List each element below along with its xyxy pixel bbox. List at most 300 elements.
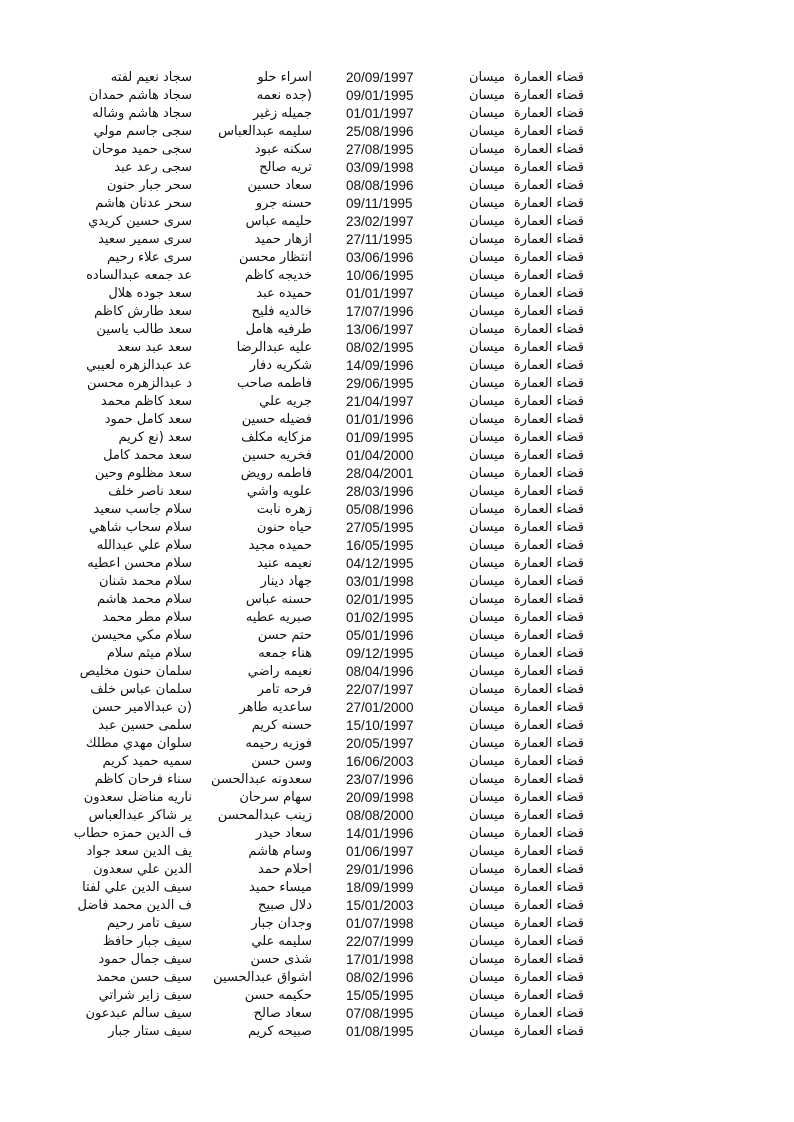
full-name-cell: يف الدين سعد جواد <box>86 844 192 859</box>
district-cell: قضاء العمارة <box>513 556 584 571</box>
district-cell: قضاء العمارة <box>513 574 584 589</box>
province-cell: ميسان <box>469 664 505 679</box>
birth-date-cell: 23/02/1997 <box>346 214 414 229</box>
table-row <box>0 429 794 447</box>
full-name-cell: سلام مكي محيسن <box>91 628 192 643</box>
full-name-cell: سعد مظلوم وحين <box>94 466 192 481</box>
table-row <box>0 501 794 519</box>
mother-name-cell: عليه عبدالرضا <box>236 340 312 355</box>
district-cell: قضاء العمارة <box>513 646 584 661</box>
birth-date-cell: 01/01/1997 <box>346 286 414 301</box>
mother-name-cell: سليمه علي <box>251 934 312 949</box>
full-name-cell: سجى حميد موحان <box>92 142 192 157</box>
mother-name-cell: شذى حسن <box>250 952 312 967</box>
district-cell: قضاء العمارة <box>513 916 584 931</box>
province-cell: ميسان <box>469 502 505 517</box>
table-row <box>0 159 794 177</box>
province-cell: ميسان <box>469 934 505 949</box>
district-cell: قضاء العمارة <box>513 322 584 337</box>
full-name-cell: سحر جبار حنون <box>106 178 192 193</box>
mother-name-cell: نعيمه راضي <box>247 664 312 679</box>
mother-name-cell: جميله زغير <box>252 106 312 121</box>
table-row <box>0 285 794 303</box>
district-cell: قضاء العمارة <box>513 628 584 643</box>
table-row <box>0 465 794 483</box>
province-cell: ميسان <box>469 538 505 553</box>
birth-date-cell: 08/02/1996 <box>346 970 414 985</box>
full-name-cell: سيف ستار جبار <box>108 1024 192 1039</box>
table-row <box>0 825 794 843</box>
mother-name-cell: حياه حنون <box>256 520 312 535</box>
province-cell: ميسان <box>469 232 505 247</box>
full-name-cell: سيف زاير شراتي <box>98 988 192 1003</box>
district-cell: قضاء العمارة <box>513 538 584 553</box>
full-name-cell: سميه حميد كريم <box>102 754 192 769</box>
mother-name-cell: سعاد حيدر <box>255 826 312 841</box>
province-cell: ميسان <box>469 754 505 769</box>
mother-name-cell: وجدان جبار <box>251 916 312 931</box>
table-row <box>0 969 794 987</box>
full-name-cell: سيف تامر رحيم <box>106 916 192 931</box>
birth-date-cell: 27/08/1995 <box>346 142 414 157</box>
table-row <box>0 483 794 501</box>
table-row <box>0 87 794 105</box>
district-cell: قضاء العمارة <box>513 592 584 607</box>
mother-name-cell: جهاد دينار <box>260 574 312 589</box>
birth-date-cell: 25/08/1996 <box>346 124 414 139</box>
district-cell: قضاء العمارة <box>513 772 584 787</box>
birth-date-cell: 04/12/1995 <box>346 556 414 571</box>
table-row <box>0 573 794 591</box>
mother-name-cell: سعاد حسين <box>247 178 312 193</box>
mother-name-cell: خالديه فليح <box>251 304 312 319</box>
province-cell: ميسان <box>469 718 505 733</box>
district-cell: قضاء العمارة <box>513 988 584 1003</box>
mother-name-cell: انتظار محسن <box>238 250 312 265</box>
full-name-cell: سيف جبار حافظ <box>102 934 192 949</box>
full-name-cell: سلام ميثم سلام <box>106 646 192 661</box>
district-cell: قضاء العمارة <box>513 70 584 85</box>
table-row <box>0 807 794 825</box>
province-cell: ميسان <box>469 826 505 841</box>
table-row <box>0 267 794 285</box>
birth-date-cell: 10/06/1995 <box>346 268 414 283</box>
mother-name-cell: هناء جمعه <box>258 646 312 661</box>
province-cell: ميسان <box>469 592 505 607</box>
province-cell: ميسان <box>469 574 505 589</box>
table-row <box>0 699 794 717</box>
table-row <box>0 933 794 951</box>
birth-date-cell: 01/04/2000 <box>346 448 414 463</box>
full-name-cell: سلام مطر محمد <box>102 610 192 625</box>
full-name-cell: ف الدين حمزه حطاب <box>73 826 192 841</box>
district-cell: قضاء العمارة <box>513 448 584 463</box>
birth-date-cell: 05/08/1996 <box>346 502 414 517</box>
district-cell: قضاء العمارة <box>513 808 584 823</box>
full-name-cell: سلام علي عبدالله <box>96 538 192 553</box>
district-cell: قضاء العمارة <box>513 88 584 103</box>
table-row <box>0 717 794 735</box>
full-name-cell: سيف الدين علي لفتا <box>82 880 192 895</box>
district-cell: قضاء العمارة <box>513 484 584 499</box>
birth-date-cell: 01/06/1997 <box>346 844 414 859</box>
table-row <box>0 789 794 807</box>
mother-name-cell: فرحه تامر <box>257 682 312 697</box>
mother-name-cell: حميده مجيد <box>248 538 312 553</box>
birth-date-cell: 01/01/1996 <box>346 412 414 427</box>
birth-date-cell: 22/07/1997 <box>346 682 414 697</box>
full-name-cell: سعد طارش كاظم <box>94 304 192 319</box>
province-cell: ميسان <box>469 880 505 895</box>
birth-date-cell: 09/11/1995 <box>346 196 413 211</box>
full-name-cell: سلام سحاب شاهي <box>89 520 192 535</box>
province-cell: ميسان <box>469 484 505 499</box>
district-cell: قضاء العمارة <box>513 160 584 175</box>
mother-name-cell: زينب عبدالمحسن <box>217 808 312 823</box>
full-name-cell: عد عبدالزهره لعيبي <box>86 358 192 373</box>
table-row <box>0 357 794 375</box>
full-name-cell: سيف جمال حمود <box>98 952 192 967</box>
district-cell: قضاء العمارة <box>513 286 584 301</box>
district-cell: قضاء العمارة <box>513 412 584 427</box>
birth-date-cell: 15/10/1997 <box>346 718 414 733</box>
mother-name-cell: (جده نعمه <box>256 88 312 103</box>
province-cell: ميسان <box>469 448 505 463</box>
mother-name-cell: حكيمه حسن <box>244 988 312 1003</box>
district-cell: قضاء العمارة <box>513 430 584 445</box>
full-name-cell: سجاد نعيم لفته <box>110 70 192 85</box>
full-name-cell: سيف حسن محمد <box>96 970 192 985</box>
full-name-cell: سناء فرحان كاظم <box>94 772 192 787</box>
table-row <box>0 681 794 699</box>
birth-date-cell: 16/05/1995 <box>346 538 414 553</box>
province-cell: ميسان <box>469 952 505 967</box>
full-name-cell: سلام محمد هاشم <box>96 592 192 607</box>
province-cell: ميسان <box>469 106 505 121</box>
district-cell: قضاء العمارة <box>513 502 584 517</box>
province-cell: ميسان <box>469 88 505 103</box>
district-cell: قضاء العمارة <box>513 394 584 409</box>
mother-name-cell: فاطمه رويض <box>240 466 312 481</box>
district-cell: قضاء العمارة <box>513 952 584 967</box>
birth-date-cell: 08/02/1995 <box>346 340 414 355</box>
mother-name-cell: سهام سرحان <box>239 790 312 805</box>
province-cell: ميسان <box>469 844 505 859</box>
birth-date-cell: 28/03/1996 <box>346 484 414 499</box>
table-row <box>0 951 794 969</box>
table-row <box>0 411 794 429</box>
birth-date-cell: 15/01/2003 <box>346 898 414 913</box>
table-row <box>0 843 794 861</box>
birth-date-cell: 27/05/1995 <box>346 520 414 535</box>
full-name-cell: سلام محمد شنان <box>99 574 192 589</box>
birth-date-cell: 18/09/1999 <box>346 880 414 895</box>
mother-name-cell: وسن حسن <box>251 754 312 769</box>
district-cell: قضاء العمارة <box>513 268 584 283</box>
table-row <box>0 609 794 627</box>
province-cell: ميسان <box>469 556 505 571</box>
district-cell: قضاء العمارة <box>513 826 584 841</box>
mother-name-cell: خديجه كاظم <box>244 268 312 283</box>
birth-date-cell: 29/06/1995 <box>346 376 414 391</box>
province-cell: ميسان <box>469 988 505 1003</box>
district-cell: قضاء العمارة <box>513 358 584 373</box>
table-row <box>0 627 794 645</box>
table-row <box>0 177 794 195</box>
full-name-cell: سرى سمير سعيد <box>98 232 192 247</box>
province-cell: ميسان <box>469 412 505 427</box>
full-name-cell: سلمان حنون مخليص <box>79 664 192 679</box>
district-cell: قضاء العمارة <box>513 214 584 229</box>
table-row <box>0 69 794 87</box>
province-cell: ميسان <box>469 700 505 715</box>
district-cell: قضاء العمارة <box>513 718 584 733</box>
table-row <box>0 249 794 267</box>
birth-date-cell: 14/09/1996 <box>346 358 414 373</box>
mother-name-cell: جريه علي <box>259 394 312 409</box>
district-cell: قضاء العمارة <box>513 304 584 319</box>
birth-date-cell: 01/09/1995 <box>346 430 414 445</box>
mother-name-cell: نعيمه عنيد <box>257 556 312 571</box>
table-row <box>0 303 794 321</box>
mother-name-cell: سعاد صالح <box>253 1006 312 1021</box>
full-name-cell: ف الدين محمد فاضل <box>77 898 192 913</box>
table-row <box>0 987 794 1005</box>
full-name-cell: سلوان مهدي مطلك <box>85 736 192 751</box>
table-row <box>0 393 794 411</box>
table-row <box>0 321 794 339</box>
district-cell: قضاء العمارة <box>513 880 584 895</box>
full-name-cell: سعد جوده هلال <box>108 286 192 301</box>
province-cell: ميسان <box>469 790 505 805</box>
district-cell: قضاء العمارة <box>513 124 584 139</box>
full-name-cell: الدين علي سعدون <box>93 862 192 877</box>
district-cell: قضاء العمارة <box>513 340 584 355</box>
birth-date-cell: 22/07/1999 <box>346 934 414 949</box>
birth-date-cell: 17/07/1996 <box>346 304 414 319</box>
birth-date-cell: 27/11/1995 <box>346 232 413 247</box>
district-cell: قضاء العمارة <box>513 250 584 265</box>
table-row <box>0 645 794 663</box>
province-cell: ميسان <box>469 214 505 229</box>
province-cell: ميسان <box>469 1006 505 1021</box>
table-row <box>0 735 794 753</box>
birth-date-cell: 20/09/1997 <box>346 70 414 85</box>
table-row <box>0 195 794 213</box>
province-cell: ميسان <box>469 682 505 697</box>
district-cell: قضاء العمارة <box>513 520 584 535</box>
table-row <box>0 1023 794 1041</box>
province-cell: ميسان <box>469 628 505 643</box>
province-cell: ميسان <box>469 160 505 175</box>
table-row <box>0 897 794 915</box>
full-name-cell: سعد (نع كريم <box>118 430 192 445</box>
birth-date-cell: 13/06/1997 <box>346 322 414 337</box>
district-cell: قضاء العمارة <box>513 232 584 247</box>
mother-name-cell: حميده عبد <box>256 286 312 301</box>
birth-date-cell: 09/01/1995 <box>346 88 414 103</box>
table-row <box>0 339 794 357</box>
district-cell: قضاء العمارة <box>513 790 584 805</box>
district-cell: قضاء العمارة <box>513 178 584 193</box>
birth-date-cell: 03/01/1998 <box>346 574 414 589</box>
full-name-cell: سجاد هاشم حمدان <box>88 88 192 103</box>
records-table <box>0 69 794 1041</box>
province-cell: ميسان <box>469 862 505 877</box>
mother-name-cell: حسنه جرو <box>255 196 312 211</box>
birth-date-cell: 01/01/1997 <box>346 106 414 121</box>
mother-name-cell: فوزيه رحيمه <box>245 736 312 751</box>
district-cell: قضاء العمارة <box>513 664 584 679</box>
mother-name-cell: شكريه دفار <box>249 358 312 373</box>
province-cell: ميسان <box>469 394 505 409</box>
province-cell: ميسان <box>469 970 505 985</box>
table-row <box>0 591 794 609</box>
birth-date-cell: 05/01/1996 <box>346 628 414 643</box>
full-name-cell: سعد طالب ياسين <box>96 322 192 337</box>
full-name-cell: سجى جاسم مولي <box>93 124 192 139</box>
table-row <box>0 105 794 123</box>
mother-name-cell: دلال صبيح <box>257 898 312 913</box>
birth-date-cell: 20/09/1998 <box>346 790 414 805</box>
birth-date-cell: 14/01/1996 <box>346 826 414 841</box>
district-cell: قضاء العمارة <box>513 700 584 715</box>
mother-name-cell: اشواق عبدالحسين <box>213 970 312 985</box>
birth-date-cell: 09/12/1995 <box>346 646 414 661</box>
province-cell: ميسان <box>469 466 505 481</box>
birth-date-cell: 02/01/1995 <box>346 592 414 607</box>
table-row <box>0 915 794 933</box>
province-cell: ميسان <box>469 376 505 391</box>
district-cell: قضاء العمارة <box>513 754 584 769</box>
mother-name-cell: ازهار حميد <box>254 232 312 247</box>
table-row <box>0 213 794 231</box>
table-row <box>0 555 794 573</box>
birth-date-cell: 15/05/1995 <box>346 988 414 1003</box>
mother-name-cell: سليمه عبدالعباس <box>218 124 312 139</box>
district-cell: قضاء العمارة <box>513 898 584 913</box>
birth-date-cell: 08/08/1996 <box>346 178 414 193</box>
district-cell: قضاء العمارة <box>513 736 584 751</box>
mother-name-cell: صبيحه كريم <box>247 1024 312 1039</box>
mother-name-cell: تريه صالح <box>259 160 312 175</box>
province-cell: ميسان <box>469 322 505 337</box>
full-name-cell: سلام جاسب سعيد <box>93 502 192 517</box>
district-cell: قضاء العمارة <box>513 466 584 481</box>
birth-date-cell: 21/04/1997 <box>346 394 414 409</box>
district-cell: قضاء العمارة <box>513 1006 584 1021</box>
mother-name-cell: طرفيه هامل <box>245 322 312 337</box>
table-row <box>0 663 794 681</box>
province-cell: ميسان <box>469 250 505 265</box>
birth-date-cell: 16/06/2003 <box>346 754 414 769</box>
mother-name-cell: ساعديه طاهر <box>239 700 312 715</box>
full-name-cell: عد جمعه عبدالساده <box>86 268 192 283</box>
full-name-cell: سعد كامل حمود <box>104 412 192 427</box>
table-row <box>0 861 794 879</box>
full-name-cell: ير شاكر عبدالعباس <box>88 808 192 823</box>
province-cell: ميسان <box>469 178 505 193</box>
birth-date-cell: 07/08/1995 <box>346 1006 414 1021</box>
province-cell: ميسان <box>469 736 505 751</box>
province-cell: ميسان <box>469 646 505 661</box>
province-cell: ميسان <box>469 898 505 913</box>
province-cell: ميسان <box>469 430 505 445</box>
district-cell: قضاء العمارة <box>513 610 584 625</box>
mother-name-cell: حتم حسن <box>257 628 312 643</box>
province-cell: ميسان <box>469 520 505 535</box>
district-cell: قضاء العمارة <box>513 376 584 391</box>
birth-date-cell: 27/01/2000 <box>346 700 414 715</box>
full-name-cell: سلمان عباس خلف <box>90 682 192 697</box>
district-cell: قضاء العمارة <box>513 862 584 877</box>
full-name-cell: سعد ناصر خلف <box>108 484 192 499</box>
birth-date-cell: 28/04/2001 <box>346 466 414 481</box>
full-name-cell: سلام محسن اعطيه <box>87 556 192 571</box>
full-name-cell: سعد عبد سعد <box>117 340 192 355</box>
full-name-cell: سعد محمد كامل <box>103 448 192 463</box>
table-row <box>0 141 794 159</box>
mother-name-cell: حليمه عباس <box>245 214 312 229</box>
province-cell: ميسان <box>469 358 505 373</box>
mother-name-cell: سكنه عبود <box>254 142 312 157</box>
table-row <box>0 771 794 789</box>
table-row <box>0 231 794 249</box>
mother-name-cell: صبريه عطيه <box>245 610 312 625</box>
mother-name-cell: احلام حمد <box>258 862 312 877</box>
table-row <box>0 879 794 897</box>
mother-name-cell: ميساء حميد <box>249 880 312 895</box>
province-cell: ميسان <box>469 772 505 787</box>
full-name-cell: ناريه مناضل سعدون <box>83 790 192 805</box>
province-cell: ميسان <box>469 124 505 139</box>
mother-name-cell: مزكايه مكلف <box>241 430 312 445</box>
full-name-cell: سجاد هاشم وشاله <box>92 106 192 121</box>
province-cell: ميسان <box>469 286 505 301</box>
full-name-cell: سجى رعد عبد <box>114 160 192 175</box>
mother-name-cell: زهره نابت <box>256 502 312 517</box>
mother-name-cell: وسام هاشم <box>248 844 312 859</box>
mother-name-cell: فاطمه صاحب <box>237 376 312 391</box>
mother-name-cell: فضيله حسين <box>241 412 312 427</box>
province-cell: ميسان <box>469 196 505 211</box>
district-cell: قضاء العمارة <box>513 196 584 211</box>
district-cell: قضاء العمارة <box>513 970 584 985</box>
province-cell: ميسان <box>469 142 505 157</box>
full-name-cell: سيف سالم عبدعون <box>85 1006 192 1021</box>
province-cell: ميسان <box>469 70 505 85</box>
table-row <box>0 537 794 555</box>
birth-date-cell: 01/07/1998 <box>346 916 414 931</box>
province-cell: ميسان <box>469 808 505 823</box>
birth-date-cell: 08/04/1996 <box>346 664 414 679</box>
full-name-cell: د عبدالزهره محسن <box>87 376 192 391</box>
table-row <box>0 123 794 141</box>
mother-name-cell: حسنه كريم <box>251 718 312 733</box>
district-cell: قضاء العمارة <box>513 682 584 697</box>
province-cell: ميسان <box>469 916 505 931</box>
birth-date-cell: 23/07/1996 <box>346 772 414 787</box>
birth-date-cell: 08/08/2000 <box>346 808 414 823</box>
mother-name-cell: حسنه عباس <box>245 592 312 607</box>
mother-name-cell: فخريه حسين <box>242 448 312 463</box>
province-cell: ميسان <box>469 268 505 283</box>
district-cell: قضاء العمارة <box>513 106 584 121</box>
full-name-cell: سرى علاء رحيم <box>106 250 192 265</box>
birth-date-cell: 17/01/1998 <box>346 952 414 967</box>
mother-name-cell: علويه واشي <box>246 484 312 499</box>
province-cell: ميسان <box>469 340 505 355</box>
